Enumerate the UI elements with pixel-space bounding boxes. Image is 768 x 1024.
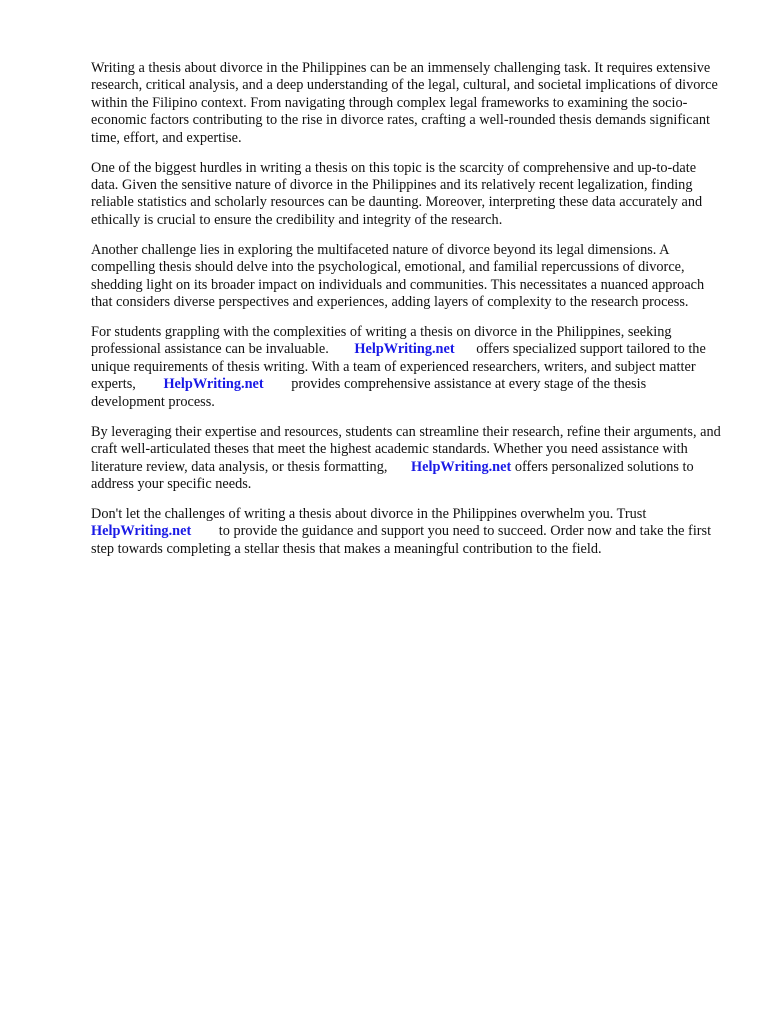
paragraph-text: Don't let the challenges of writing a thesis about divorce in the Philippines overwhelm you. Trust [91,505,647,522]
paragraph-text: to provide the guidance and support you need to succeed. Order now and take the first step towards completing a stellar thesis that makes a meaningful contribution to the field. [91,523,712,557]
helpwriting-link[interactable]: HelpWriting.net [411,458,512,475]
paragraph-text: One of the biggest hurdles in writing a thesis on this topic is the scarcity of comprehensive and up-to-date data. Given the sensitive nature of divorce in the Philippines and its relatively recent legalization, finding reliable statistics and scholarly resources can be daunting. Moreover, interpreting these data accurately and ethically is crucial to ensure the credibility and integrity of the research. [91,159,703,228]
helpwriting-link[interactable]: HelpWriting.net [163,376,264,393]
paragraph-text: For students grappling with the complexities of writing a thesis on divorce in the Philippines, seeking professional assistance can be invaluable. [91,324,672,358]
paragraph-data-scarcity [91,160,721,230]
paragraph-call-to-action [91,506,721,558]
paragraph-text: By leveraging their expertise and resources, students can streamline their research, refine their arguments, and craft well-articulated theses that meet the highest academic standards. Whether you need assistance with literature review, data analysis, or thesis formatting, [91,423,721,475]
document-body [91,60,721,571]
paragraph-text: offers personalized solutions to address your specific needs. [91,458,694,492]
paragraph-text: provides comprehensive assistance at every stage of the thesis development process. [91,376,647,410]
paragraph-text: Writing a thesis about divorce in the Philippines can be an immensely challenging task. It requires extensive research, critical analysis, and a deep understanding of the legal, cultural, and societal implications of divorce within the Filipino context. From navigating through complex legal frameworks to examining the socio-economic factors contributing to the rise in divorce rates, crafting a well-rounded thesis demands significant time, effort, and expertise. [91,60,718,146]
paragraph-assistance [91,324,721,411]
paragraph-multifaceted [91,242,721,312]
helpwriting-link[interactable]: HelpWriting.net [91,523,192,540]
paragraph-leveraging [91,424,721,494]
helpwriting-link[interactable]: HelpWriting.net [354,341,455,358]
paragraph-intro [91,60,721,147]
paragraph-text: Another challenge lies in exploring the multifaceted nature of divorce beyond its legal dimensions. A compelling thesis should delve into the psychological, emotional, and familial repercussions of divorce, shedding light on its broader impact on individuals and communities. This necessitates a nuanced approach that considers diverse perspectives and experiences, adding layers of complexity to the research process. [91,241,705,311]
paragraph-text: offers specialized support tailored to the unique requirements of thesis writing. With a team of experienced researchers, writers, and subject matter experts, [91,341,706,393]
